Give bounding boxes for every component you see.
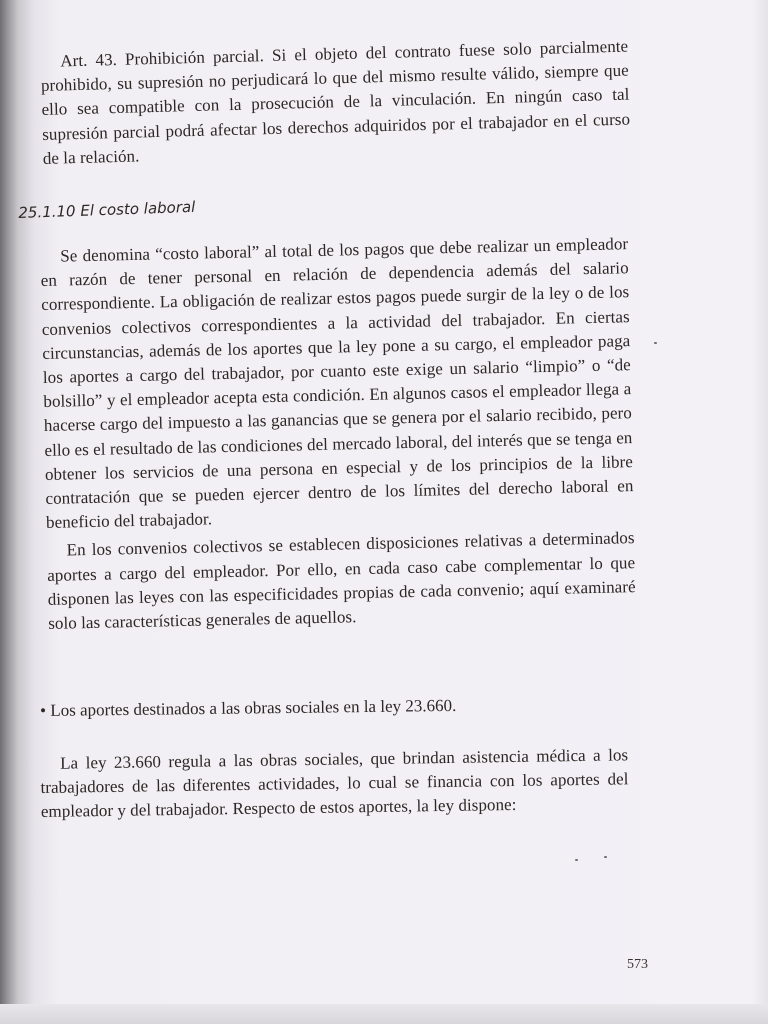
section-heading: 25.1.10 El costo laboral	[18, 197, 196, 222]
subsection-heading: • Los aportes destinados a las obras sociales en la ley 23.660.	[40, 695, 457, 720]
body-paragraph: La ley 23.660 regula a las obras sociales, que brindan asistencia médica a los trabajadores de las diferentes actividades, lo cual se financia con los aportes del empleador y del trabajador. Respecto de estos aportes, la ley dispone:	[40, 745, 629, 822]
scan-speck	[654, 342, 657, 344]
page-bottom-edge	[0, 1004, 768, 1024]
article-43-paragraph: Art. 43. Prohibición parcial. Si el objeto del contrato fuese solo parcialmente prohibido, su supresión no perjudicará lo que del mismo resulte válido, siempre que ello sea compatible con la prosecución de la vinculación. En ningún caso tal supresión parcial podrá afectar los derechos adquiridos por el trabajador en el curso de la relación.	[40, 36, 631, 168]
scan-speck	[575, 859, 578, 861]
scan-speck	[604, 856, 607, 858]
page-number: 573	[627, 957, 648, 972]
page-right-edge	[752, 0, 768, 1024]
article-43-block	[40, 35, 631, 171]
costo-laboral-block	[40, 232, 636, 636]
obras-sociales-block	[40, 743, 629, 824]
body-paragraph: Se denomina “costo laboral” al total de los pagos que debe realizar un empleador en razón de tener personal en relación de dependencia además del salario correspondiente. La obligación de realizar estos pagos puede surgir de la ley o de los convenios colectivos correspondientes a la actividad del trabajador. En ciertas circunstancias, además de los aportes que la ley pone a su cargo, el empleador paga los aportes a cargo del trabajador, por cuanto este exige un salario “limpio” o “de bolsillo” y el empleador acepta esta condición. En algunos casos el empleador llega a hacerse cargo del impuesto a las ganancias que se genera por el salario recibido, pero ello es el resultado de las condiciones del mercado laboral, del interés que se tenga en obtener los servicios de una persona en especial y de los principios de la libre contratación que se pueden ejercer dentro de los límites del derecho laboral en beneficio del trabajador.	[40, 234, 634, 533]
body-paragraph: En los convenios colectivos se establecen disposiciones relativas a determinados aportes a cargo del empleador. Por ello, en cada caso cabe complementar lo que disponen las leyes con las especificidades propias de cada convenio; aquí examinaré solo las características generales de aquellos.	[46, 528, 636, 633]
